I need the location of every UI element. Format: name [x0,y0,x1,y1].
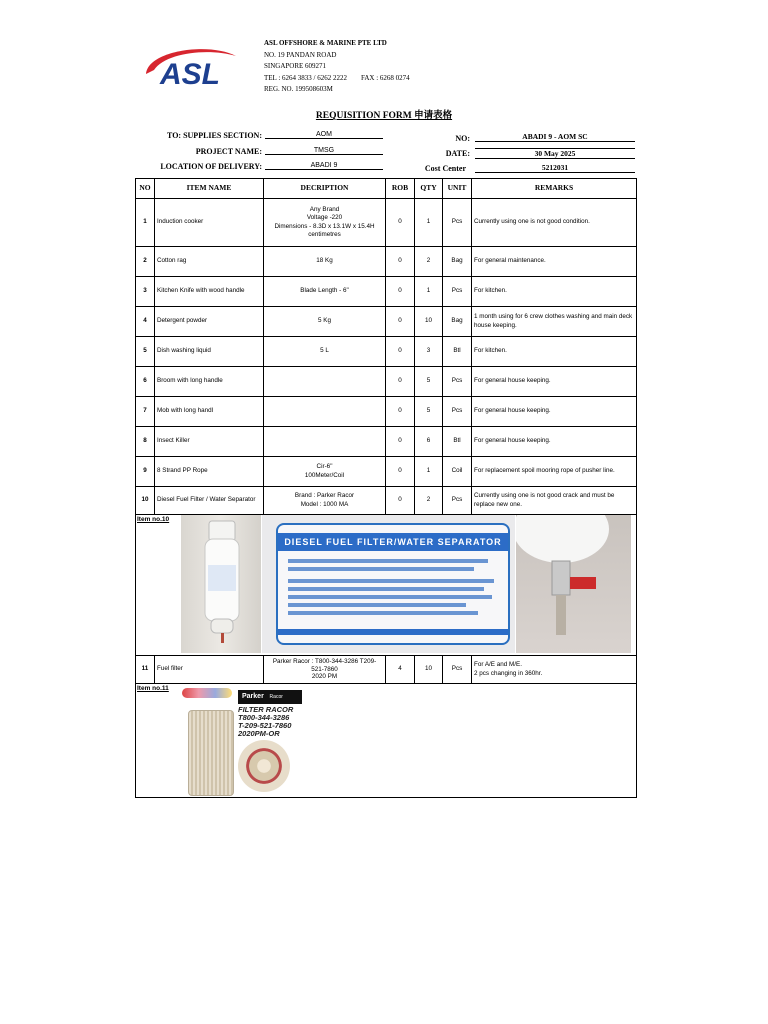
cell-rob: 0 [386,367,415,397]
cell-no: 1 [136,199,155,247]
item11-photo-row [136,684,637,798]
filter-label-text: DIESEL FUEL FILTER/WATER SEPARATOR [284,537,502,547]
cell-remarks: For general house keeping. [472,427,637,457]
desc-line: Dimensions - 8.3D x 13.1W x 15.4H [274,222,375,230]
cell-rob: 0 [386,427,415,457]
header-item-name: ITEM NAME [155,179,264,199]
cell-item: Diesel Fuel Filter / Water Separator [155,487,264,515]
cell-qty: 10 [415,656,443,684]
project-label: PROJECT NAME: [195,147,262,156]
cell-remarks [472,656,637,684]
desc-line: 5 L [320,347,329,355]
cell-unit: Coil [443,457,472,487]
cell-description [264,397,386,427]
cell-description [264,487,386,515]
cell-no: 3 [136,277,155,307]
table-row [136,199,637,247]
company-name: ASL OFFSHORE & MARINE PTE LTD [264,39,387,47]
cell-description [264,199,386,247]
desc-line: 100Meter/Coil [304,471,345,479]
parker-logo: Parker Racor [238,690,302,704]
cell-description [264,427,386,457]
remarks-line: 2 pcs changing in 360hr. [474,669,543,677]
cell-item: Detergent powder [155,307,264,337]
cell-qty: 1 [415,199,443,247]
filter-label-photo [262,515,515,653]
cell-no: 6 [136,367,155,397]
no-value: ABADI 9 - AOM SC [475,132,635,142]
fuel-filter-element-photo [182,688,302,796]
cell-unit: Pcs [443,367,472,397]
cell-no: 11 [136,656,155,684]
table-row [136,277,637,307]
cell-rob: 0 [386,457,415,487]
item10-tag: Item no.10 [137,516,170,523]
cell-unit: Pcs [443,397,472,427]
desc-line: 2020 PM [311,673,338,681]
item10-photo-row [136,515,637,656]
cell-qty: 2 [415,487,443,515]
cell-no: 9 [136,457,155,487]
cell-description [264,656,386,684]
table-row [136,367,637,397]
cell-qty: 1 [415,277,443,307]
table-row [136,427,637,457]
table-row [136,656,637,684]
desc-line: Cir-6" [316,463,333,470]
cell-no: 5 [136,337,155,367]
cell-description [264,457,386,487]
form-title: REQUISITION FORM 申请表格 [315,111,453,121]
no-label: NO: [455,134,470,143]
cost-center-value: 5212031 [475,163,635,173]
item11-photos [136,684,637,798]
cell-rob: 0 [386,199,415,247]
table-row [136,457,637,487]
cell-rob: 0 [386,277,415,307]
filter-photo-text: FILTER RACOR T800-344-3286 T-209-521-7860 2020PM-OR [238,705,294,738]
cell-no: 7 [136,397,155,427]
table-row [136,307,637,337]
cell-no: 4 [136,307,155,337]
requisition-table [135,178,637,798]
cell-rob: 0 [386,247,415,277]
header-remarks: REMARKS [472,179,637,199]
filter-end-cap-image [238,740,290,792]
cell-item: Mob with long handl [155,397,264,427]
company-address-1: NO. 19 PANDAN ROAD [264,50,337,59]
cell-item: Induction cooker [155,199,264,247]
location-label: LOCATION OF DELIVERY: [160,162,262,171]
header-qty: QTY [415,179,443,199]
date-value: 30 May 2025 [475,148,635,159]
cell-description [264,247,386,277]
cell-no: 8 [136,427,155,457]
cell-rob: 0 [386,487,415,515]
cell-unit: Bag [443,247,472,277]
cell-remarks: For general house keeping. [472,367,637,397]
date-label: DATE: [445,149,470,158]
project-value: TMSG [265,147,383,155]
cell-remarks: For kitchen. [472,337,637,367]
cell-no: 2 [136,247,155,277]
desc-line: Model : 1000 MA [300,500,349,508]
cell-qty: 5 [415,367,443,397]
cell-remarks: 1 month using for 6 crew clothes washing and main deck house keeping. [472,307,637,337]
desc-line: Blade Length - 6" [300,287,349,295]
asl-logo [140,44,256,90]
desc-line: Parker Racor : T800-344-3286 T209- [272,658,377,666]
cell-remarks: Currently using one is not good condition. [472,199,637,247]
table-row [136,247,637,277]
cost-center-label: Cost Center [424,164,466,173]
desc-line: 5 Kg [318,317,331,325]
company-address-2: SINGAPORE 609271 [264,62,327,70]
cell-unit: Pcs [443,656,472,684]
cell-rob: 0 [386,397,415,427]
cell-unit: Bag [443,307,472,337]
cell-item: Dish washing liquid [155,337,264,367]
badge-icon [182,688,232,698]
cell-qty: 2 [415,247,443,277]
item11-tag: Item no.11 [137,685,169,692]
valve-photo [516,515,631,653]
company-reg: REG. NO. 199508603M [264,85,333,93]
cell-no: 10 [136,487,155,515]
cell-remarks: For kitchen. [472,277,637,307]
cell-description [264,307,386,337]
company-tel: TEL : 6264 3833 / 6262 2222 [264,73,347,82]
header-description: DECRIPTION [264,179,386,199]
cell-rob: 0 [386,307,415,337]
cell-qty: 10 [415,307,443,337]
table-header-row [136,179,637,199]
desc-line: Voltage -220 [306,214,343,221]
filter-element-image [188,710,234,796]
cell-unit: Btl [443,337,472,367]
cell-item: Cotton rag [155,247,264,277]
cell-item: 8 Strand PP Rope [155,457,264,487]
to-value: AOM [265,131,383,139]
cell-rob: 0 [386,337,415,367]
cell-qty: 6 [415,427,443,457]
cell-item: Broom with long handle [155,367,264,397]
item10-photos [136,515,637,656]
fuel-filter-photo [181,515,261,653]
cell-qty: 5 [415,397,443,427]
desc-line: 521-7860 [311,665,338,673]
header-unit: UNIT [443,179,472,199]
desc-line: centimetres [308,231,341,238]
cell-remarks: For general maintenance. [472,247,637,277]
header-rob: ROB [386,179,415,199]
cell-description [264,337,386,367]
cell-item: Fuel filter [155,656,264,684]
table-row [136,487,637,515]
filter-label-sticker [276,523,510,645]
header-no: NO [136,179,155,199]
cell-remarks: Currently using one is not good crack and must be replace new one. [472,487,637,515]
cell-unit: Btl [443,427,472,457]
cell-description [264,277,386,307]
cell-rob: 4 [386,656,415,684]
to-label: TO: SUPPLIES SECTION: [167,131,262,140]
desc-line: Any Brand [309,205,340,213]
cell-unit: Pcs [443,277,472,307]
company-info [264,38,410,96]
desc-line: Brand : Parker Racor [294,492,355,499]
cell-unit: Pcs [443,199,472,247]
cell-qty: 3 [415,337,443,367]
table-row [136,397,637,427]
cell-qty: 1 [415,457,443,487]
cell-remarks: For replacement spoil mooring rope of pusher line. [472,457,637,487]
cell-description [264,367,386,397]
cell-item: Kitchen Knife with wood handle [155,277,264,307]
cell-unit: Pcs [443,487,472,515]
cell-item: Insect Killer [155,427,264,457]
desc-line: 18 Kg [316,257,333,265]
location-value: ABADI 9 [265,162,383,170]
logo-text: ASL [160,58,220,90]
table-row [136,337,637,367]
cell-remarks: For general house keeping. [472,397,637,427]
company-fax: FAX : 6268 0274 [360,73,410,82]
remarks-line: For A/E and M/E. [474,661,522,668]
